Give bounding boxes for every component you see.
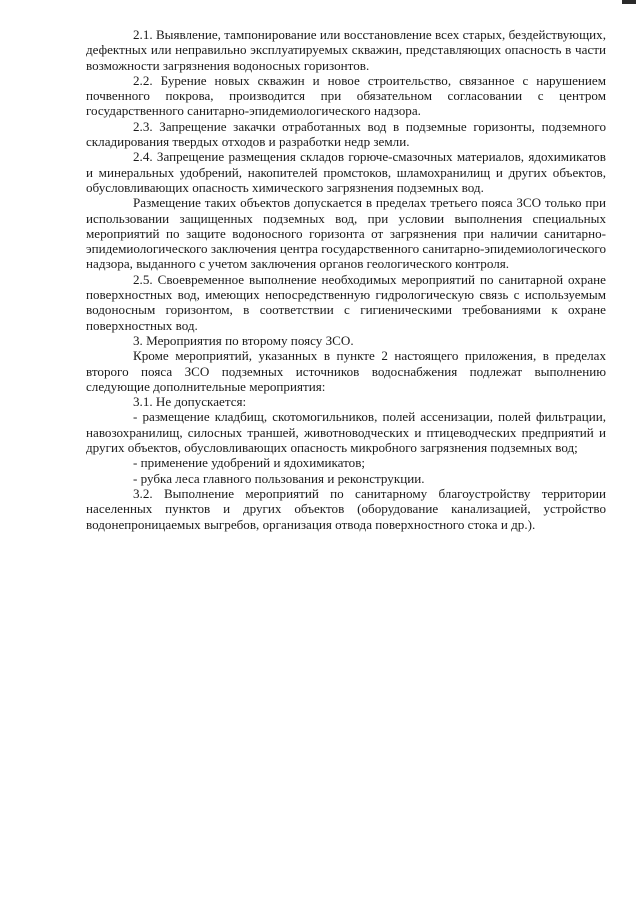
list-item-fertilizers: - применение удобрений и ядохимикатов;: [133, 455, 366, 471]
paragraph-3-2: 3.2. Выполнение мероприятий по санитарному благоустройству территории населенных пунктов и других объектов (оборудование канализацией, устройство водонепроницаемых выгребов, организация отвода поверхностного стока и др.).: [86, 485, 606, 532]
scan-corner-mark: [622, 0, 636, 4]
list-item-logging: - рубка леса главного пользования и реконструкции.: [133, 470, 425, 486]
paragraph-placement-note: Размещение таких объектов допускается в пределах третьего пояса ЗСО только при использовании защищенных подземных вод, при условии выполнения специальных мероприятий по защите водоносного горизонта от загрязнения при наличии санитарно-эпидемиологического заключения центра государственного санитарно-эпидемиологического надзора, выданного с учетом заключения органов геологического контроля.: [86, 195, 606, 272]
paragraph-section-3-intro: Кроме мероприятий, указанных в пункте 2 настоящего приложения, в пределах второго пояса ЗСО подземных источников водоснабжения подлежат выполнению следующие дополнительные мероприятия:: [86, 348, 606, 394]
paragraph-2-4: 2.4. Запрещение размещения складов горюче-смазочных материалов, ядохимикатов и минеральных удобрений, накопителей промстоков, шламохранилищ и других объектов, обусловливающих опасность химического загрязнения подземных вод.: [86, 149, 606, 195]
paragraph-2-2: 2.2. Бурение новых скважин и новое строительство, связанное с нарушением почвенного покрова, производится при обязательном согласовании с центром государственного санитарно-эпидемиологического надзора.: [86, 72, 606, 119]
paragraph-2-3: 2.3. Запрещение закачки отработанных вод в подземные горизонты, подземного складирования твердых отходов и разработки недр земли.: [86, 118, 606, 150]
paragraph-2-5: 2.5. Своевременное выполнение необходимых мероприятий по санитарной охране поверхностных вод, имеющих непосредственную гидрологическую связь с используемым водоносным горизонтом, в соответствии с гигиеническими требованиями к охране поверхностных вод.: [86, 271, 606, 333]
document-body: [86, 27, 606, 532]
section-3-heading: 3. Мероприятия по второму поясу ЗСО.: [133, 332, 354, 348]
paragraph-2-1: 2.1. Выявление, тампонирование или восстановление всех старых, бездействующих, дефектных или неправильно эксплуатируемых скважин, представляющих опасность в части возможности загрязнения водоносных горизонтов.: [86, 27, 606, 73]
list-item-cemeteries: - размещение кладбищ, скотомогильников, полей ассенизации, полей фильтрации, навозохранилищ, силосных траншей, животноводческих и птицеводческих предприятий и других объектов, обусловливающих опасность микробного загрязнения подземных вод;: [86, 409, 606, 456]
paragraph-3-1: 3.1. Не допускается:: [133, 394, 247, 410]
